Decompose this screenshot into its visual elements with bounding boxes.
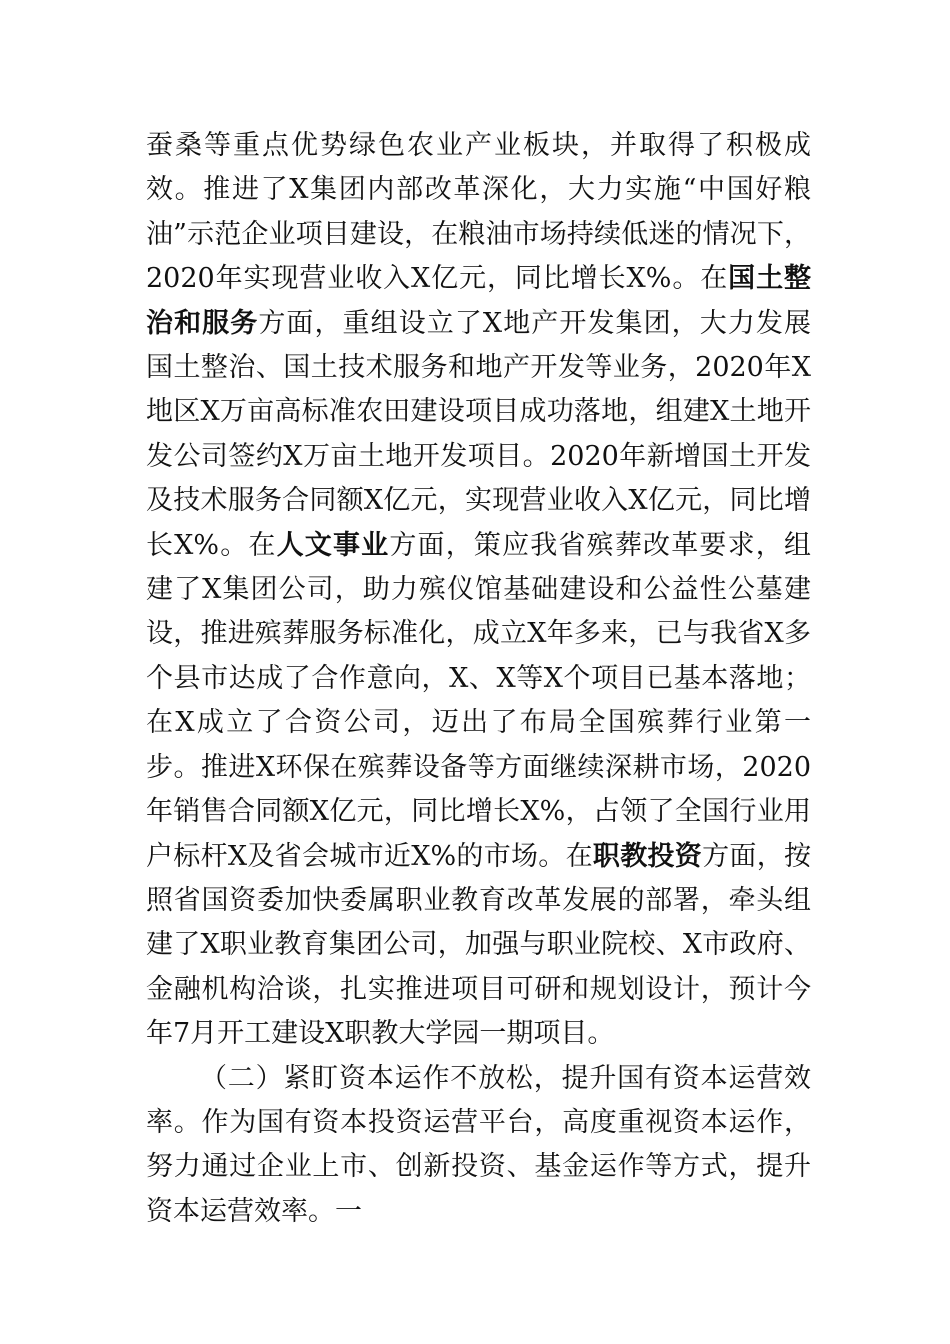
paragraph-1-segment-1: 蚕桑等重点优势绿色农业产业板块，并取得了积极成效。推进了X集团内部改革深化，大力实施“中国好粮油”示范企业项目建设，在粮油市场持续低迷的情况下，2020年实现营业收入X亿元，同比增长X%。在 bbox=[146, 130, 811, 295]
body-text bbox=[146, 124, 811, 1234]
paragraph-1-segment-3: 方面，策应我省殡葬改革要求，组建了X集团公司，助力殡仪馆基础建设和公益性公墓建设，推进殡葬服务标准化，成立X年多来，已与我省X多个县市达成了合作意向，X、X等X个项目已基本落地；在X成立了合资公司，迈出了布局全国殡葬行业第一步。推进X环保在殡葬设备等方面继续深耕市场，2020年销售合同额X亿元，同比增长X%，占领了全国行业用户标杆X及省会城市近X%的市场。在 bbox=[146, 529, 811, 872]
bold-term-humanities: 人文事业 bbox=[276, 529, 390, 561]
bold-term-land-remediation: 国土整治和服务 bbox=[146, 263, 811, 339]
paragraph-1-segment-2: 方面，重组设立了X地产开发集团，大力发展国土整治、国土技术服务和地产开发等业务，2020年X地区X万亩高标准农田建设项目成功落地，组建X土地开发公司签约X万亩土地开发项目。2020年新增国土开发及技术服务合同额X亿元，实现营业收入X亿元，同比增长X%。在 bbox=[146, 307, 811, 561]
paragraph-2: （二）紧盯资本运作不放松，提升国有资本运营效率。作为国有资本投资运营平台，高度重视资本运作，努力通过企业上市、创新投资、基金运作等方式，提升资本运营效率。一 bbox=[146, 1062, 811, 1227]
paragraph-1 bbox=[146, 124, 811, 1057]
bold-term-vocational-investment: 职教投资 bbox=[592, 840, 703, 872]
paragraph-1-segment-4: 方面，按照省国资委加快委属职业教育改革发展的部署，牵头组建了X职业教育集团公司，加强与职业院校、X市政府、金融机构洽谈，扎实推进项目可研和规划设计，预计今年7月开工建设X职教大学园一期项目。 bbox=[146, 840, 812, 1050]
